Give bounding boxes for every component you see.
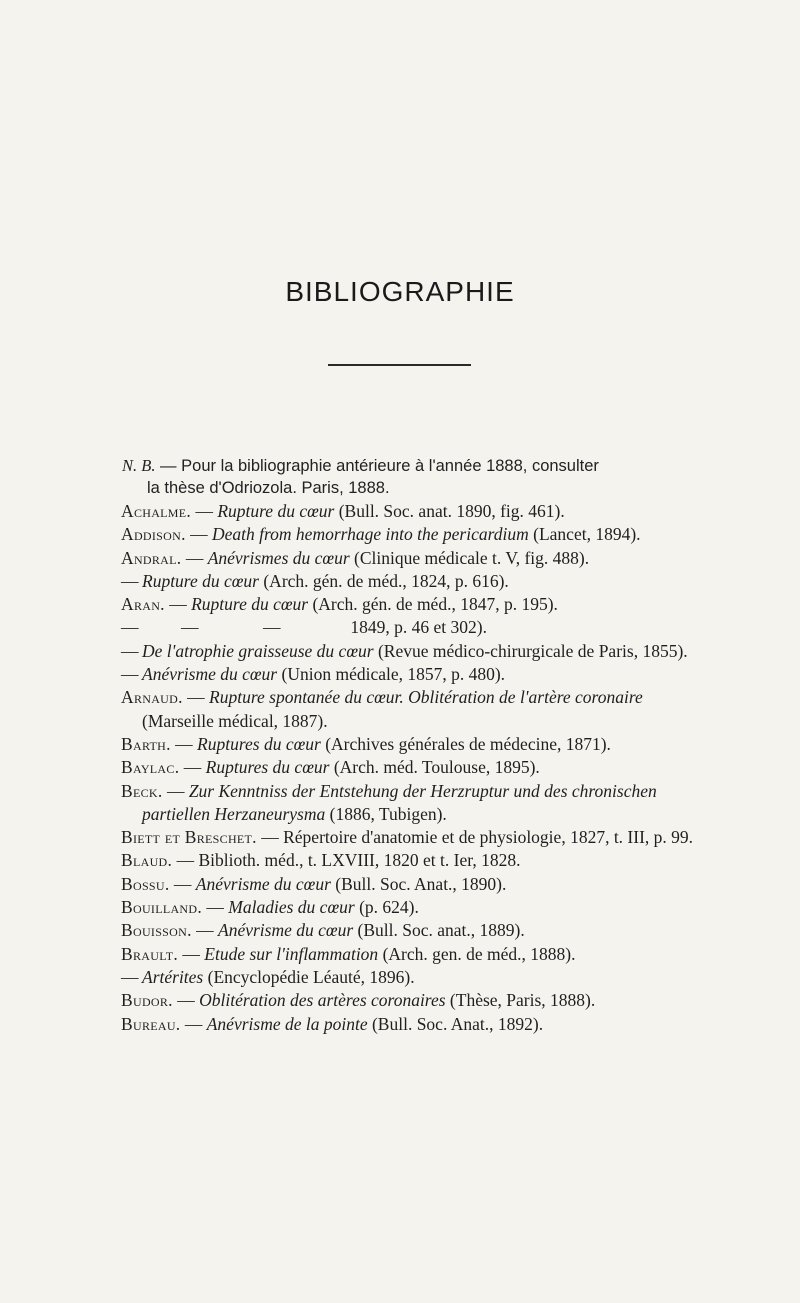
- entry-author: Bureau.: [121, 1013, 181, 1034]
- entry-author: Budor.: [121, 990, 173, 1011]
- entry-source: (Archives générales de médecine, 1871).: [320, 733, 611, 754]
- entry-separator: —: [191, 501, 218, 521]
- entry-source: (Arch. méd. Toulouse, 1895).: [329, 757, 540, 778]
- entry-ditto-dash: —: [121, 640, 139, 661]
- entry-separator: —: [181, 547, 208, 568]
- entry-author: Baylac.: [121, 757, 180, 778]
- bib-entry-aran-2: [121, 616, 711, 639]
- entry-separator: —: [179, 757, 206, 778]
- entry-author: Blaud.: [121, 850, 173, 871]
- entry-separator: —: [182, 687, 210, 708]
- entry-separator: —: [202, 897, 229, 918]
- entry-author: Achalme.: [121, 501, 192, 521]
- bib-entry-achalme: [121, 500, 711, 523]
- entry-separator: —: [180, 1013, 207, 1034]
- bib-entry-biett-breschet: [121, 826, 711, 849]
- entry-title: Rupture du cœur: [191, 594, 309, 615]
- entry-ditto-dash: —: [121, 617, 139, 638]
- bib-entry-andral: [121, 547, 711, 570]
- entry-ditto-dash: —: [263, 617, 281, 638]
- entry-source: Répertoire d'anatomie et de physiologie, 1827, t. III, p. 99.: [283, 827, 694, 848]
- entry-separator: —: [191, 920, 219, 941]
- entry-ditto-dash: —: [121, 570, 139, 591]
- entry-title: Anévrisme du cœur: [218, 920, 354, 941]
- entry-source: (Revue médico-chirurgicale de Paris, 1855).: [373, 640, 688, 661]
- entry-title: Zur Kenntniss der Entstehung der Herzruptur und des chronischen partiellen Herzaneurysma: [142, 780, 657, 824]
- entry-author: Addison.: [121, 524, 186, 545]
- page-title: BIBLIOGRAPHIE: [285, 276, 515, 307]
- entry-source: (Arch. gen. de méd., 1888).: [378, 943, 576, 964]
- entry-separator: —: [256, 827, 284, 848]
- entry-source: (p. 624).: [354, 897, 419, 918]
- entry-ditto-dash: —: [121, 966, 139, 987]
- bib-entry-brault-2: [121, 966, 711, 989]
- entry-title: Rupture du cœur: [142, 570, 259, 591]
- entry-title: Anévrismes du cœur: [207, 547, 350, 568]
- bib-entry-bouilland: [121, 896, 711, 919]
- entry-separator: —: [172, 990, 200, 1011]
- entry-title: Anévrisme du cœur: [195, 873, 331, 894]
- entry-source: (Encyclopédie Léauté, 1896).: [203, 966, 415, 987]
- entry-author: Brault.: [121, 943, 179, 964]
- entry-separator: —: [178, 943, 205, 964]
- title-rule: [328, 364, 471, 366]
- entry-author: Biett et Breschet.: [121, 827, 257, 848]
- entry-source: (Arch. gén. de méd., 1847, p. 195).: [308, 594, 558, 615]
- entry-title: Anévrisme du cœur: [142, 664, 278, 685]
- entry-title: Ruptures du cœur: [205, 757, 330, 778]
- bib-entry-bureau: [121, 1013, 711, 1036]
- entry-source: (Bull. Soc. anat., 1889).: [353, 920, 525, 941]
- entry-author: Bossu.: [121, 873, 170, 894]
- entry-source: 1849, p. 46 et 302).: [346, 617, 487, 638]
- bib-entry-bouisson: [121, 919, 711, 942]
- entry-source: Biblioth. méd., t. LXVIII, 1820 et t. Ier, 1828.: [198, 850, 521, 871]
- entry-source: (1886, Tubigen).: [325, 803, 447, 824]
- entry-source: (Bull. Soc. Anat., 1892).: [367, 1013, 544, 1034]
- bib-entry-bossu: [121, 873, 711, 896]
- entry-title: Rupture du cœur: [217, 501, 335, 521]
- entry-separator: —: [172, 850, 199, 871]
- bib-entry-aran-4: [121, 663, 711, 686]
- entry-author: Arnaud.: [121, 687, 183, 708]
- bib-entry-aran-3: [121, 640, 711, 663]
- entry-title: Maladies du cœur: [228, 897, 355, 918]
- entry-source: (Lancet, 1894).: [528, 524, 641, 545]
- entry-ditto-dash: —: [181, 617, 199, 638]
- entry-separator: —: [170, 733, 198, 754]
- entry-separator: —: [185, 524, 212, 545]
- bib-entry-blaud: [121, 849, 711, 872]
- bib-entry-baylac: [121, 756, 711, 779]
- entry-title: Anévrisme de la pointe: [206, 1013, 368, 1034]
- entry-title: Artérites: [142, 966, 204, 987]
- entry-title: Death from hemorrhage into the pericardium: [212, 524, 529, 545]
- entry-source: (Clinique médicale t. V, fig. 488).: [349, 547, 590, 568]
- bibliography-list: [121, 500, 711, 1036]
- entry-source: (Marseille médical, 1887).: [142, 710, 328, 731]
- entry-author: Bouisson.: [121, 920, 192, 941]
- bib-entry-andral-2: [121, 570, 711, 593]
- entry-separator: —: [169, 873, 196, 894]
- entry-source: (Arch. gén. de méd., 1824, p. 616).: [258, 570, 509, 591]
- entry-title: Rupture spontanée du cœur. Oblitération de l'artère coronaire: [209, 687, 643, 708]
- entry-title: De l'atrophie graisseuse du cœur: [142, 640, 374, 661]
- entry-author: Barth.: [121, 733, 171, 754]
- entry-title: Oblitération des artères coronaires: [199, 990, 446, 1011]
- entry-separator: —: [162, 780, 189, 801]
- note-nb: N. B.: [122, 456, 156, 475]
- entry-separator: —: [164, 594, 192, 615]
- bib-entry-beck: [121, 780, 711, 827]
- bib-entry-aran: [121, 593, 711, 616]
- bib-entry-brault: [121, 943, 711, 966]
- entry-ditto-dash: —: [121, 664, 139, 685]
- bib-entry-addison: [121, 523, 711, 546]
- entry-author: Aran.: [121, 594, 165, 615]
- entry-source: (Union médicale, 1857, p. 480).: [277, 664, 506, 685]
- entry-source: (Bull. Soc. Anat., 1890).: [330, 873, 507, 894]
- entry-title: Ruptures du cœur: [197, 733, 321, 754]
- entry-source: (Bull. Soc. anat. 1890, fig. 461).: [334, 501, 565, 521]
- bib-entry-budor: [121, 989, 711, 1012]
- entry-source: (Thèse, Paris, 1888).: [445, 990, 596, 1011]
- note-text-line2: la thèse d'Odriozola. Paris, 1888.: [147, 479, 390, 497]
- bib-entry-arnaud: [121, 686, 711, 733]
- entry-author: Beck.: [121, 780, 163, 801]
- entry-author: Bouilland.: [121, 897, 203, 918]
- entry-title: Etude sur l'inflammation: [204, 943, 379, 964]
- bib-entry-barth: [121, 733, 711, 756]
- note-text-line1: — Pour la bibliographie antérieure à l'année 1888, consulter: [155, 457, 599, 475]
- entry-author: Andral.: [121, 547, 182, 568]
- bibliography-note: [122, 455, 702, 499]
